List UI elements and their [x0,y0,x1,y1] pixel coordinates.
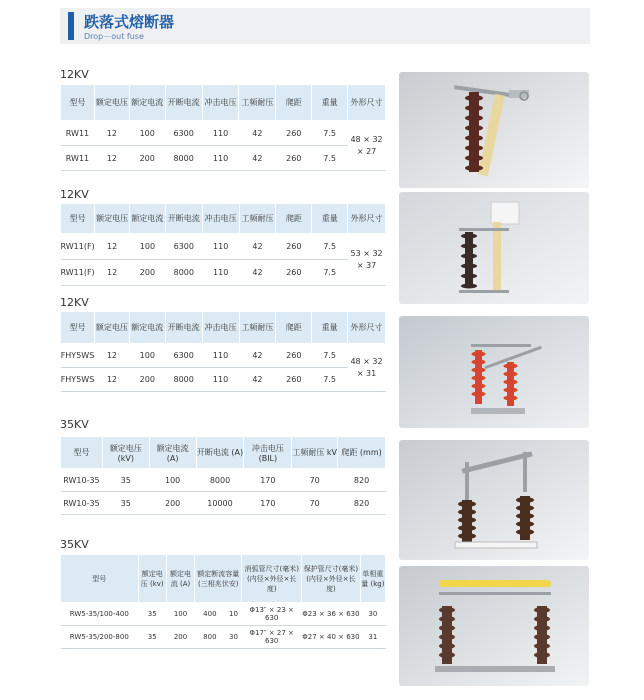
table-cell: 7.5 [312,344,348,368]
table-cell: 30 [360,603,385,626]
spec-table-fhy5ws [60,311,386,392]
header-cell: 型号 [61,204,95,234]
header-cell: 保护管尺寸(毫米) (内径×外径×长度) [302,555,361,603]
header-cell: 爬距 [276,85,312,121]
table-cell: 260 [276,234,312,260]
table-cell: 100 [129,121,165,146]
table-cell: 100 [130,234,166,260]
header-cell: 额定电流 [129,85,165,121]
table-cell: 10000 [196,492,244,515]
dimensions-cell: 53 × 32 × 37 [348,234,386,286]
table-cell: 260 [276,146,312,171]
table-cell: 35 [102,469,149,492]
table-cell: 12 [94,121,129,146]
table-cell: 110 [202,234,239,260]
table-cell: 7.5 [312,146,348,171]
table-cell: 12 [95,260,130,286]
header-cell: 外形尺寸 [348,312,386,344]
header-cell: 重量 [312,312,348,344]
table-cell: 12 [94,368,129,392]
header-cell: 型号 [61,555,139,603]
table-row [61,469,386,492]
table-cell: 35 [138,603,166,626]
table-cell: 7.5 [312,368,348,392]
spec-table-rw11 [60,84,386,171]
table-cell: Φ23 × 36 × 630 [302,603,361,626]
table-cell: 260 [276,121,312,146]
table-cell: RW11(F) [61,260,95,286]
table-cell: 820 [338,469,386,492]
table-cell: 7.5 [312,234,348,260]
table-cell: 260 [276,368,312,392]
header-cell: 开断电流 (A) [196,437,244,469]
header-cell: 工频耐压 [239,204,276,234]
header-cell: 额定电压 (kV) [102,437,149,469]
table-cell: 7.5 [312,260,348,286]
table-row [61,121,386,146]
table-cell: 8000 [165,368,202,392]
header-cell: 冲击电压 [202,204,239,234]
table-cell: 200 [166,626,194,649]
table-cell: 8000 [196,469,244,492]
header-cell: 重量 [312,204,348,234]
product-photo-rw11f [399,192,589,304]
table-cell: 200 [129,368,165,392]
header-cell: 外形尺寸 [348,204,386,234]
table-cell: 200 [149,492,196,515]
table-cell: 35 [138,626,166,649]
header-cell: 额定电压 [95,204,130,234]
spec-table-rw10-35 [60,436,386,515]
section-label-12kv-1: 12KV [60,68,89,81]
table-cell: 200 [130,260,166,286]
table-cell: 110 [202,121,239,146]
table-cell: 260 [276,260,312,286]
header-cell: 额定电流 [129,312,165,344]
table-cell: 820 [338,492,386,515]
table-cell: 42 [239,260,276,286]
table-cell: 170 [244,469,292,492]
header-cell: 型号 [61,85,95,121]
table-row [61,260,386,286]
header-cell: 额定电流 (A) [149,437,196,469]
table-cell: 70 [292,492,338,515]
table-cell: FHY5WS [61,344,95,368]
table-cell: 100 [149,469,196,492]
table-cell: RW10-35 [61,492,103,515]
table-cell: 70 [292,469,338,492]
header-cell: 消弧管尺寸(毫米) (内径×外径×长度) [242,555,302,603]
table-cell: 42 [239,121,276,146]
table-row [61,368,386,392]
table-cell: 100 [129,344,165,368]
product-photo-rw11 [399,72,589,188]
table-cell: 7.5 [312,121,348,146]
table-cell: 42 [239,146,276,171]
table-cell: RW5-35/200-800 [61,626,139,649]
table-cell: Φ27 × 40 × 630 [302,626,361,649]
header-cell: 爬距 [276,204,312,234]
section-label-12kv-3: 12KV [60,296,89,309]
spec-table-rw11f [60,203,386,286]
table-cell: Φ13″ × 23 × 630 [242,603,302,626]
table-cell: 100 [166,603,194,626]
header-cell: 外形尺寸 [348,85,386,121]
table-cell: 6300 [165,121,202,146]
table-cell: RW11 [61,121,95,146]
header-accent-bar [68,12,74,40]
product-photo-rw10-35 [399,440,589,560]
table-cell: 12 [95,234,130,260]
table-row [61,234,386,260]
table-cell: 12 [94,344,129,368]
table-cell: FHY5WS [61,368,95,392]
header-cell: 爬距 [276,312,312,344]
table-cell: 8000 [165,260,202,286]
table-row [61,492,386,515]
product-photo-rw5-35 [399,566,589,686]
table-cell: 110 [202,368,239,392]
dimensions-cell: 48 × 32 × 31 [348,344,386,392]
table-cell: 30 [225,626,242,649]
table-row [61,344,386,368]
table-cell: 8000 [165,146,202,171]
page-subtitle: Drop－out fuse [84,32,144,41]
table-cell: 42 [239,234,276,260]
page-title: 跌落式熔断器 [84,13,175,31]
table-cell: 110 [202,344,239,368]
table-cell: RW11(F) [61,234,95,260]
header-cell: 型号 [61,312,95,344]
section-label-35kv-2: 35KV [60,538,89,551]
table-row [61,603,386,626]
table-cell: 35 [102,492,149,515]
header-cell: 额定断流容量 (三相兆伏安) [195,555,242,603]
header-cell: 额定电流 (A) [166,555,194,603]
table-cell: 110 [202,260,239,286]
section-label-35kv-1: 35KV [60,418,89,431]
table-cell: 42 [239,344,276,368]
spec-table-rw5-35 [60,554,386,649]
table-cell: RW5-35/100-400 [61,603,139,626]
table-cell: 200 [129,146,165,171]
header-cell: 额定电压 [94,85,129,121]
header-cell: 工频耐压 [239,312,276,344]
header-cell: 工频耐压 kV [292,437,338,469]
dimensions-cell: 48 × 32 × 27 [348,121,386,171]
header-cell: 爬距 (mm) [338,437,386,469]
header-cell: 开断电流 [165,204,202,234]
table-cell: RW10-35 [61,469,103,492]
header-cell: 冲击电压 (BIL) [244,437,292,469]
header-cell: 工频耐压 [239,85,276,121]
table-cell: 400 [195,603,225,626]
header-cell: 冲击电压 [202,85,239,121]
header-cell: 重量 [312,85,348,121]
header-cell: 额定电压 [94,312,129,344]
header-cell: 型号 [61,437,103,469]
section-label-12kv-2: 12KV [60,188,89,201]
table-cell: 6300 [165,344,202,368]
table-cell: 10 [225,603,242,626]
header-cell: 单相重量 (kg) [360,555,385,603]
header-cell: 冲击电压 [202,312,239,344]
product-photo-fhy5ws [399,316,589,428]
table-cell: RW11 [61,146,95,171]
table-cell: 6300 [165,234,202,260]
header-cell: 开断电流 [165,312,202,344]
table-cell: 42 [239,368,276,392]
table-row [61,146,386,171]
header-cell: 额定电压 (kv) [138,555,166,603]
table-cell: 170 [244,492,292,515]
table-cell: 12 [94,146,129,171]
table-cell: Φ17″ × 27 × 630 [242,626,302,649]
table-cell: 110 [202,146,239,171]
header-cell: 额定电流 [130,204,166,234]
table-cell: 260 [276,344,312,368]
table-cell: 31 [360,626,385,649]
table-row [61,626,386,649]
table-cell: 800 [195,626,225,649]
header-cell: 开断电流 [165,85,202,121]
